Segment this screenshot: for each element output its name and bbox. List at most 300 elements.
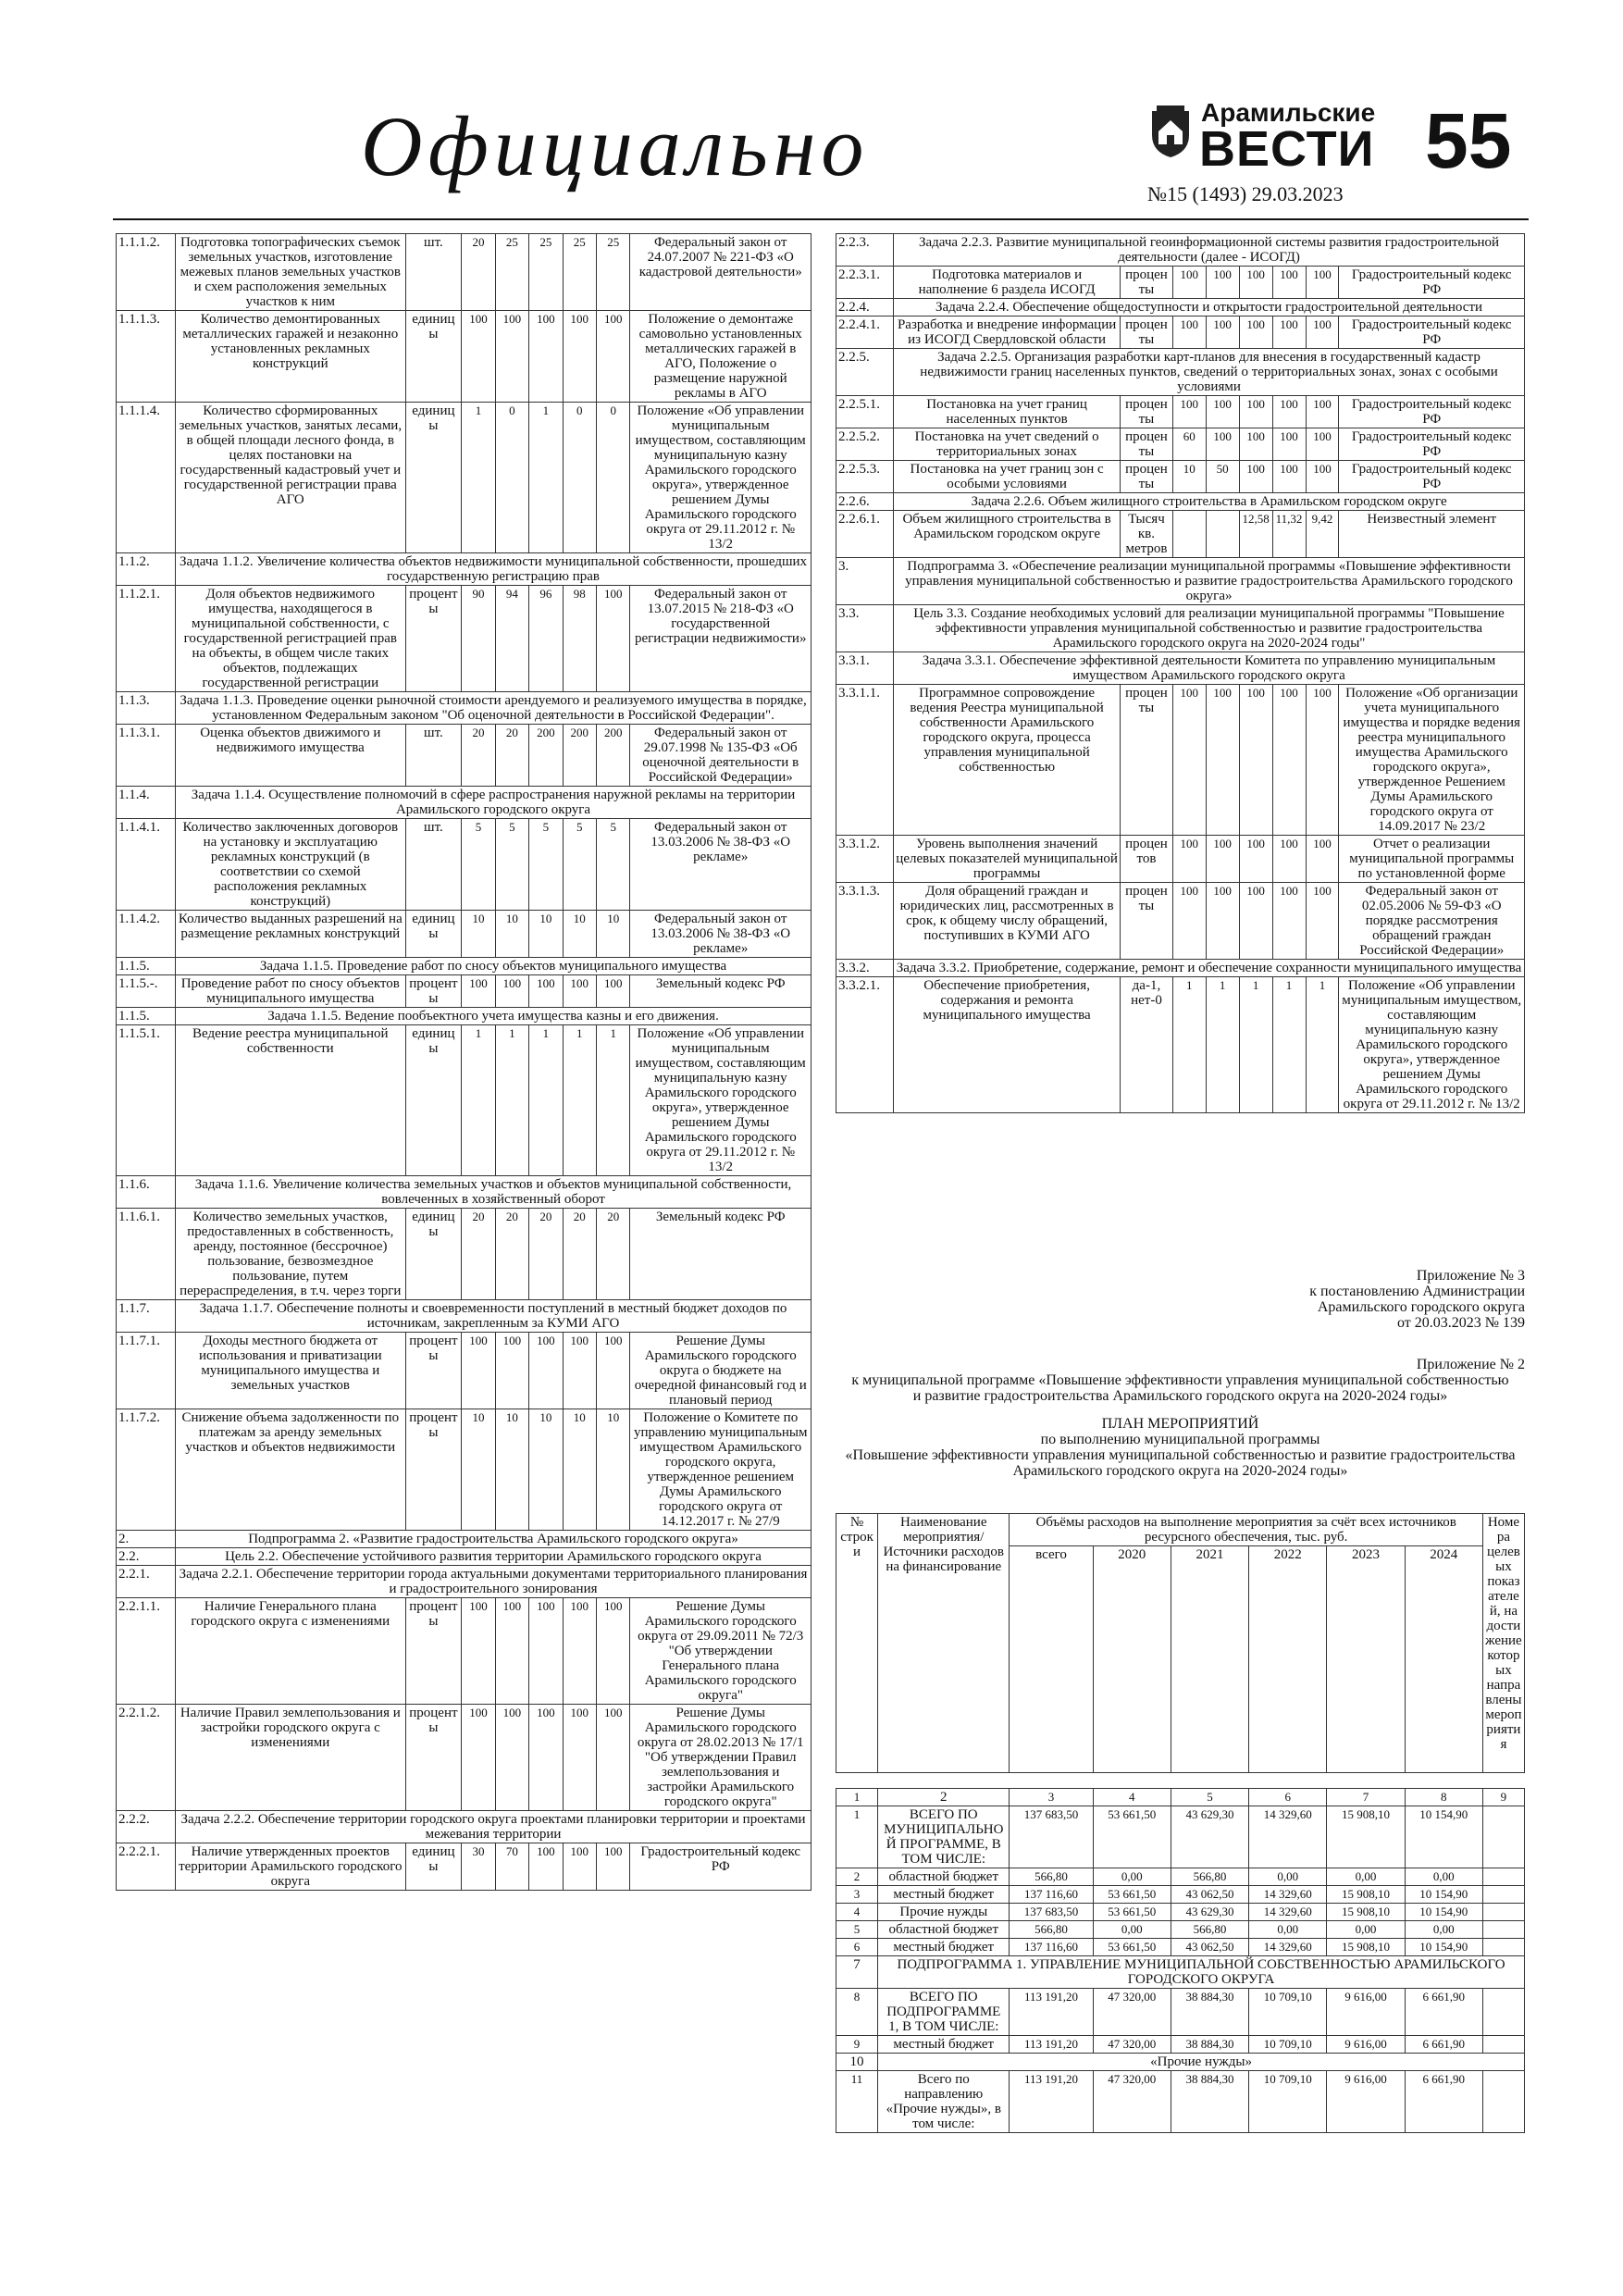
legal-basis: Градостроительный кодекс РФ [1339, 428, 1525, 461]
plan-row-number: 7 [836, 1956, 878, 1989]
indicator-name: Количество демонтированных металлических гаражей и незаконно установленных рекламных конструкций [176, 311, 405, 403]
indicator-name: Количество сформированных земельных участков, занятых лесами, в общей площади лесного фонда, в целях постановки на государственный кадастровый учет и государственной регистрации права АГО [176, 403, 405, 553]
header-activity-name: Наименование мероприятия/ Источники расходов на финансирование [878, 1514, 1010, 1773]
indicator-value: 100 [1172, 267, 1206, 299]
indicator-value: 12,58 [1239, 511, 1272, 558]
indicator-value: 96 [529, 586, 563, 692]
indicator-name: Проведение работ по сносу объектов муниципального имущества [176, 975, 405, 1008]
indicator-row [117, 234, 812, 311]
unit: проценты [405, 1333, 462, 1409]
row-number: 3.3.1.3. [836, 883, 894, 960]
indicator-value: 100 [495, 1705, 528, 1811]
plan-value: 38 884,30 [1171, 1989, 1248, 2036]
indicator-value: 10 [495, 911, 528, 958]
row-number: 2.2.4. [836, 299, 894, 316]
legal-basis: Градостроительный кодекс РФ [1339, 396, 1525, 428]
indicator-value: 100 [1306, 836, 1339, 883]
plan-value: 113 191,20 [1010, 2036, 1093, 2054]
unit: проценты [1121, 883, 1173, 960]
unit: единицы [405, 1025, 462, 1176]
plan-row-number: 4 [836, 1904, 878, 1921]
indicator-row [836, 977, 1525, 1113]
indicator-value: 100 [1172, 883, 1206, 960]
task-row [117, 787, 812, 819]
indicator-row [836, 396, 1525, 428]
plan-value: 15 908,10 [1327, 1939, 1405, 1956]
appendix-2-line: и развитие градостроительства Арамильского городского округа на 2020-2024 годы» [912, 1388, 1448, 1404]
unit: единицы [405, 1843, 462, 1891]
plan-value: 566,80 [1010, 1868, 1093, 1886]
row-number: 1.1.4. [117, 787, 176, 819]
legal-basis: Отчет о реализации муниципальной программы по установленной форме [1339, 836, 1525, 883]
indicator-row [836, 461, 1525, 493]
task-text: Задача 1.1.5. Проведение работ по сносу объектов муниципального имущества [176, 958, 812, 975]
indicator-value: 200 [563, 725, 596, 787]
task-row [836, 960, 1525, 977]
plan-row-number: 9 [836, 2036, 878, 2054]
indicator-value: 100 [1206, 267, 1239, 299]
indicator-value: 200 [597, 725, 630, 787]
legal-basis: Федеральный закон от 02.05.2006 № 59-ФЗ «О порядке рассмотрения обращений граждан Российской Федерации» [1339, 883, 1525, 960]
indicator-row [117, 1843, 812, 1891]
plan-value: 9 616,00 [1327, 1989, 1405, 2036]
unit: шт. [405, 234, 462, 311]
header-divider [113, 218, 1529, 220]
row-number: 2. [117, 1531, 176, 1548]
row-number: 2.2.4.1. [836, 316, 894, 349]
plan-value [1482, 1806, 1524, 1868]
plan-activity-name: ВСЕГО ПО ПОДПРОГРАММЕ 1, В ТОМ ЧИСЛЕ: [878, 1989, 1010, 2036]
plan-value: 10 154,90 [1405, 1886, 1482, 1904]
indicator-value: 100 [462, 975, 495, 1008]
indicator-row [117, 819, 812, 911]
unit: процентов [1121, 836, 1173, 883]
unit: шт. [405, 725, 462, 787]
indicator-value: 100 [495, 1598, 528, 1705]
row-number: 1.1.1.4. [117, 403, 176, 553]
indicator-value: 9,42 [1306, 511, 1339, 558]
indicator-value: 100 [1272, 883, 1306, 960]
unit: проценты [1121, 267, 1173, 299]
task-text: Задача 2.2.4. Обеспечение общедоступности и открытости градостроительной деятельности [894, 299, 1525, 316]
indicator-value: 100 [597, 1705, 630, 1811]
plan-value: 113 191,20 [1010, 1989, 1093, 2036]
indicator-row [836, 883, 1525, 960]
plan-value: 10 154,90 [1405, 1904, 1482, 1921]
plan-row [836, 1921, 1525, 1939]
task-row [117, 1566, 812, 1598]
indicator-value: 100 [495, 1333, 528, 1409]
plan-subtitle: по выполнению муниципальной программы [1040, 1432, 1320, 1447]
indicator-value: 100 [1206, 396, 1239, 428]
row-number: 2.2.2. [117, 1811, 176, 1843]
indicator-value: 100 [495, 311, 528, 403]
plan-value: 15 908,10 [1327, 1806, 1405, 1868]
indicator-value: 100 [1172, 396, 1206, 428]
row-number: 2.2.5.2. [836, 428, 894, 461]
indicator-value: 100 [1272, 267, 1306, 299]
plan-activity-name: областной бюджет [878, 1868, 1010, 1886]
plan-value [1482, 1904, 1524, 1921]
row-number: 1.1.3. [117, 692, 176, 725]
indicator-row [117, 311, 812, 403]
indicator-value: 100 [1172, 316, 1206, 349]
plan-value: 6 661,90 [1405, 2036, 1482, 2054]
indicator-value: 25 [597, 234, 630, 311]
task-text: Подпрограмма 3. «Обеспечение реализации муниципальной программы «Повышение эффективности управления муниципальной собственностью и развитие градостроительства Арамильского городского округа» [894, 558, 1525, 605]
indicator-row [117, 975, 812, 1008]
plan-value: 10 709,10 [1249, 2036, 1327, 2054]
row-number: 2.2.1.1. [117, 1598, 176, 1705]
indicator-value: 100 [1306, 883, 1339, 960]
plan-row [836, 2071, 1525, 2133]
indicator-value: 20 [597, 1209, 630, 1300]
indicator-value: 100 [597, 1598, 630, 1705]
plan-value: 0,00 [1249, 1868, 1327, 1886]
task-row [117, 1008, 812, 1025]
indicator-value: 100 [563, 1333, 596, 1409]
indicator-value: 100 [1172, 836, 1206, 883]
legal-basis: Федеральный закон от 13.03.2006 № 38-ФЗ «О рекламе» [630, 819, 812, 911]
plan-row [836, 1904, 1525, 1921]
indicator-value: 100 [462, 1333, 495, 1409]
plan-value: 0,00 [1405, 1921, 1482, 1939]
plan-row-number: 5 [836, 1921, 878, 1939]
indicator-value: 1 [462, 403, 495, 553]
indicator-value: 10 [462, 1409, 495, 1531]
plan-value: 9 616,00 [1327, 2071, 1405, 2133]
plan-value: 43 062,50 [1171, 1939, 1248, 1956]
plan-value: 10 154,90 [1405, 1939, 1482, 1956]
indicator-name: Подготовка материалов и наполнение 6 раздела ИСОГД [894, 267, 1121, 299]
indicator-value: 1 [529, 1025, 563, 1176]
legal-basis: Градостроительный кодекс РФ [1339, 461, 1525, 493]
task-row [836, 349, 1525, 396]
row-number: 1.1.5.1. [117, 1025, 176, 1176]
appendix-2-line: к муниципальной программе «Повышение эффективности управления муниципальной собственностью [851, 1372, 1509, 1388]
indicator-value: 100 [495, 975, 528, 1008]
header-costs: Объёмы расходов на выполнение мероприятия за счёт всех источников ресурсного обеспечения, тыс. руб. [1010, 1514, 1482, 1546]
task-text: Цель 3.3. Создание необходимых условий для реализации муниципальной программы "Повышение эффективности управления муниципальной собственностью и развитие градостроительства Арамильского городского округа на 2020-2024 годы" [894, 605, 1525, 652]
row-number: 3.3.1.1. [836, 685, 894, 836]
indicator-name: Программное сопровождение ведения Реестра муниципальной собственности Арамильского городского округа, процесса управления муниципальной собственностью [894, 685, 1121, 836]
unit: проценты [405, 1598, 462, 1705]
indicator-value: 5 [597, 819, 630, 911]
indicator-value [1206, 511, 1239, 558]
page-number: 55 [1425, 97, 1512, 184]
indicator-value: 98 [563, 586, 596, 692]
legal-basis: Положение «Об управлении муниципальным имуществом, составляющим муниципальную казну Арамильского городского округа», утвержденное решением Думы Арамильского городского округа от 29.11.2012 г. № 13/2 [1339, 977, 1525, 1113]
indicator-name: Наличие утвержденных проектов территории Арамильского городского округа [176, 1843, 405, 1891]
indicator-name: Разработка и внедрение информации из ИСОГД Свердловской области [894, 316, 1121, 349]
plan-row-number: 11 [836, 2071, 878, 2133]
plan-value [1482, 1886, 1524, 1904]
plan-subtitle: «Повышение эффективности управления муниципальной собственностью и развитие градостроительства Арамильского городского округа на 2020-2024 годы» [845, 1447, 1516, 1479]
plan-value: 47 320,00 [1093, 2071, 1171, 2133]
plan-value: 0,00 [1405, 1868, 1482, 1886]
indicator-name: Постановка на учет границ зон с особыми условиями [894, 461, 1121, 493]
indicator-value: 10 [563, 1409, 596, 1531]
unit: проценты [1121, 396, 1173, 428]
indicator-value: 100 [1272, 316, 1306, 349]
row-number: 2.2. [117, 1548, 176, 1566]
plan-value [1482, 2071, 1524, 2133]
indicator-value: 100 [1206, 316, 1239, 349]
unit: проценты [405, 1705, 462, 1811]
plan-row-number: 2 [836, 1868, 878, 1886]
indicator-value: 20 [462, 1209, 495, 1300]
indicator-value: 100 [462, 1705, 495, 1811]
appendix-3-line: Арамильского городского округа [1317, 1299, 1525, 1315]
unit: проценты [405, 975, 462, 1008]
plan-row [836, 1989, 1525, 2036]
indicator-row [836, 316, 1525, 349]
indicators-table-left [116, 233, 812, 1891]
plan-value: 0,00 [1093, 1868, 1171, 1886]
plan-value: 566,80 [1171, 1921, 1248, 1939]
plan-value: 47 320,00 [1093, 1989, 1171, 2036]
appendix-3-block [836, 1268, 1525, 1331]
plan-value: 10 709,10 [1249, 2071, 1327, 2133]
legal-basis: Земельный кодекс РФ [630, 975, 812, 1008]
plan-row-number: 8 [836, 1989, 878, 2036]
legal-basis: Федеральный закон от 24.07.2007 № 221-ФЗ «О кадастровой деятельности» [630, 234, 812, 311]
issue-info: №15 (1493) 29.03.2023 [1147, 182, 1344, 205]
task-text: Задача 1.1.7. Обеспечение полноты и своевременности поступлений в местный бюджет доходов по источникам, закрепленным за КУМИ АГО [176, 1300, 812, 1333]
row-number: 1.1.7.2. [117, 1409, 176, 1531]
plan-activity-name: областной бюджет [878, 1921, 1010, 1939]
task-row [117, 958, 812, 975]
indicator-value: 20 [462, 725, 495, 787]
indicator-value: 100 [1206, 883, 1239, 960]
appendix-3-line: к постановлению Администрации [1309, 1284, 1525, 1299]
indicator-name: Снижение объема задолженности по платежам за аренду земельных участков и объектов недвижимости [176, 1409, 405, 1531]
indicator-value: 25 [529, 234, 563, 311]
plan-value: 9 [1482, 1789, 1524, 1806]
row-number: 1.1.5.-. [117, 975, 176, 1008]
legal-basis: Федеральный закон от 29.07.1998 № 135-ФЗ «Об оценочной деятельности в Российской Федерации» [630, 725, 812, 787]
indicator-value: 100 [563, 1705, 596, 1811]
row-number: 2.2.3.1. [836, 267, 894, 299]
indicator-value: 100 [529, 311, 563, 403]
indicator-value: 10 [462, 911, 495, 958]
indicator-name: Наличие Правил землепользования и застройки городского округа с изменениями [176, 1705, 405, 1811]
plan-value: 566,80 [1171, 1868, 1248, 1886]
row-number: 3. [836, 558, 894, 605]
plan-row [836, 1789, 1525, 1806]
header-row-number: № строки [836, 1514, 878, 1773]
row-number: 2.2.5.1. [836, 396, 894, 428]
indicator-value: 100 [563, 975, 596, 1008]
unit: проценты [1121, 428, 1173, 461]
plan-activity-name: местный бюджет [878, 1886, 1010, 1904]
indicator-value: 100 [462, 1598, 495, 1705]
plan-value: 10 709,10 [1249, 1989, 1327, 2036]
plan-value: 9 616,00 [1327, 2036, 1405, 2054]
plan-value: 4 [1093, 1789, 1171, 1806]
plan-table-header [836, 1513, 1525, 1773]
task-row [836, 234, 1525, 267]
task-row [836, 652, 1525, 685]
indicator-name: Доля объектов недвижимого имущества, находящегося в муниципальной собственности, с государственной регистрацией прав на объекты, в общем числе таких объектов, подлежащих государственной регистрации [176, 586, 405, 692]
task-row [117, 1548, 812, 1566]
plan-row [836, 1806, 1525, 1868]
plan-value: 14 329,60 [1249, 1886, 1327, 1904]
indicator-value: 100 [529, 1705, 563, 1811]
plan-value: 14 329,60 [1249, 1806, 1327, 1868]
indicator-value: 25 [495, 234, 528, 311]
indicator-value: 0 [597, 403, 630, 553]
indicator-value: 1 [1239, 977, 1272, 1113]
indicator-value: 1 [563, 1025, 596, 1176]
row-number: 1.1.5. [117, 958, 176, 975]
plan-activity-name: местный бюджет [878, 2036, 1010, 2054]
header-total: всего [1010, 1546, 1093, 1773]
plan-value: 43 629,30 [1171, 1904, 1248, 1921]
indicator-row [117, 725, 812, 787]
task-text: Задача 2.2.1. Обеспечение территории города актуальными документами территориального планирования и градостроительного зонирования [176, 1566, 812, 1598]
task-text: Задача 1.1.6. Увеличение количества земельных участков и объектов муниципальной собственности, вовлеченных в хозяйственный оборот [176, 1176, 812, 1209]
row-number: 2.2.6. [836, 493, 894, 511]
indicator-row [836, 267, 1525, 299]
unit: да-1, нет-0 [1121, 977, 1173, 1113]
indicator-value: 100 [1239, 836, 1272, 883]
indicator-value: 1 [1206, 977, 1239, 1113]
indicator-value: 20 [462, 234, 495, 311]
indicator-name: Постановка на учет границ населенных пунктов [894, 396, 1121, 428]
indicator-value: 100 [1272, 461, 1306, 493]
indicator-value: 20 [563, 1209, 596, 1300]
task-row [117, 1176, 812, 1209]
row-number: 2.2.6.1. [836, 511, 894, 558]
legal-basis: Положение «Об управлении муниципальным имуществом, составляющим муниципальную казну Арамильского городского округа», утвержденное решением Думы Арамильского городского округа от 29.11.2012 г. № 13/2 [630, 1025, 812, 1176]
indicator-value: 1 [1172, 977, 1206, 1113]
plan-row-number: 3 [836, 1886, 878, 1904]
plan-value: 113 191,20 [1010, 2071, 1093, 2133]
indicator-value: 20 [529, 1209, 563, 1300]
unit: проценты [1121, 685, 1173, 836]
row-number: 2.2.1.2. [117, 1705, 176, 1811]
task-row [117, 1811, 812, 1843]
unit: проценты [405, 586, 462, 692]
indicator-name: Количество выданных разрешений на размещение рекламных конструкций [176, 911, 405, 958]
indicator-value: 10 [597, 1409, 630, 1531]
indicator-value: 25 [563, 234, 596, 311]
indicator-value: 100 [1239, 316, 1272, 349]
plan-row-number: 6 [836, 1939, 878, 1956]
row-number: 2.2.3. [836, 234, 894, 267]
indicator-name: Объем жилищного строительства в Арамильском городском округе [894, 511, 1121, 558]
task-text: Задача 1.1.5. Ведение пообъектного учета имущества казны и его движения. [176, 1008, 812, 1025]
plan-value: 8 [1405, 1789, 1482, 1806]
plan-value: 6 [1249, 1789, 1327, 1806]
indicator-value: 1 [597, 1025, 630, 1176]
indicator-value: 0 [495, 403, 528, 553]
plan-activity-name: Прочие нужды [878, 1904, 1010, 1921]
legal-basis: Решение Думы Арамильского городского округа от 29.09.2011 № 72/3 "Об утверждении Генерального плана Арамильского городского округа" [630, 1598, 812, 1705]
plan-value: 15 908,10 [1327, 1886, 1405, 1904]
unit: единицы [405, 403, 462, 553]
plan-value [1482, 1989, 1524, 2036]
indicator-row [117, 403, 812, 553]
indicator-value: 11,32 [1272, 511, 1306, 558]
plan-value: 566,80 [1010, 1921, 1093, 1939]
indicator-name: Обеспечение приобретения, содержания и ремонта муниципального имущества [894, 977, 1121, 1113]
indicator-value: 100 [1272, 685, 1306, 836]
indicator-value: 100 [1239, 883, 1272, 960]
indicator-value: 60 [1172, 428, 1206, 461]
logo-main-text: ВЕСТИ [1199, 121, 1375, 177]
indicator-row [117, 586, 812, 692]
indicator-value: 100 [1306, 316, 1339, 349]
indicator-row [117, 911, 812, 958]
indicator-value: 5 [495, 819, 528, 911]
indicator-value: 100 [1239, 396, 1272, 428]
indicator-row [117, 1333, 812, 1409]
task-row [117, 692, 812, 725]
indicator-value: 100 [529, 1333, 563, 1409]
indicator-value: 100 [597, 1843, 630, 1891]
header-year: 2020 [1093, 1546, 1171, 1773]
indicator-value: 20 [495, 725, 528, 787]
plan-heading [836, 1416, 1525, 1479]
plan-row [836, 1939, 1525, 1956]
indicator-row [836, 428, 1525, 461]
indicator-name: Наличие Генерального плана городского округа с изменениями [176, 1598, 405, 1705]
indicator-value: 100 [1206, 428, 1239, 461]
header-year: 2024 [1405, 1546, 1482, 1773]
indicator-value: 100 [1306, 461, 1339, 493]
plan-value: 6 661,90 [1405, 2071, 1482, 2133]
indicator-name: Доходы местного бюджета от использования и приватизации муниципального имущества и земельных участков [176, 1333, 405, 1409]
row-number: 3.3.1. [836, 652, 894, 685]
row-number: 1.1.4.2. [117, 911, 176, 958]
indicator-row [117, 1025, 812, 1176]
appendix-2-line: Приложение № 2 [1416, 1357, 1525, 1372]
plan-value: 137 116,60 [1010, 1886, 1093, 1904]
indicator-value: 1 [1272, 977, 1306, 1113]
indicator-name: Оценка объектов движимого и недвижимого имущества [176, 725, 405, 787]
indicator-value: 100 [1306, 267, 1339, 299]
row-number: 2.2.2.1. [117, 1843, 176, 1891]
plan-value: 53 661,50 [1093, 1886, 1171, 1904]
indicator-value: 10 [495, 1409, 528, 1531]
header-year: 2021 [1171, 1546, 1248, 1773]
row-number: 2.2.5.3. [836, 461, 894, 493]
indicator-value: 100 [1239, 685, 1272, 836]
unit: Тысяч кв. метров [1121, 511, 1173, 558]
task-text: Задача 1.1.4. Осуществление полномочий в сфере распространения наружной рекламы на территории Арамильского городского округа [176, 787, 812, 819]
legal-basis: Градостроительный кодекс РФ [1339, 316, 1525, 349]
indicator-row [117, 1598, 812, 1705]
indicator-value: 100 [1306, 685, 1339, 836]
indicator-row [117, 1705, 812, 1811]
row-number: 2.2.1. [117, 1566, 176, 1598]
plan-table [836, 1788, 1525, 2133]
indicator-value: 50 [1206, 461, 1239, 493]
indicator-value: 100 [1272, 396, 1306, 428]
task-text: Задача 1.1.3. Проведение оценки рыночной стоимости арендуемого и реализуемого имущества в порядке, установленном Федеральным законом "Об оценочной деятельности в Российской Федерации". [176, 692, 812, 725]
indicator-name: Подготовка топографических съемок земельных участков, изготовление межевых планов земельных участков и схем расположения земельных участков к ним [176, 234, 405, 311]
plan-activity-name: Всего по направлению «Прочие нужды», в том числе: [878, 2071, 1010, 2133]
plan-row-number: 10 [836, 2054, 878, 2071]
plan-value: 43 629,30 [1171, 1806, 1248, 1868]
newspaper-logo [1147, 100, 1379, 188]
indicator-value: 100 [597, 311, 630, 403]
plan-value: 0,00 [1327, 1868, 1405, 1886]
indicator-value [1172, 511, 1206, 558]
legal-basis: Неизвестный элемент [1339, 511, 1525, 558]
